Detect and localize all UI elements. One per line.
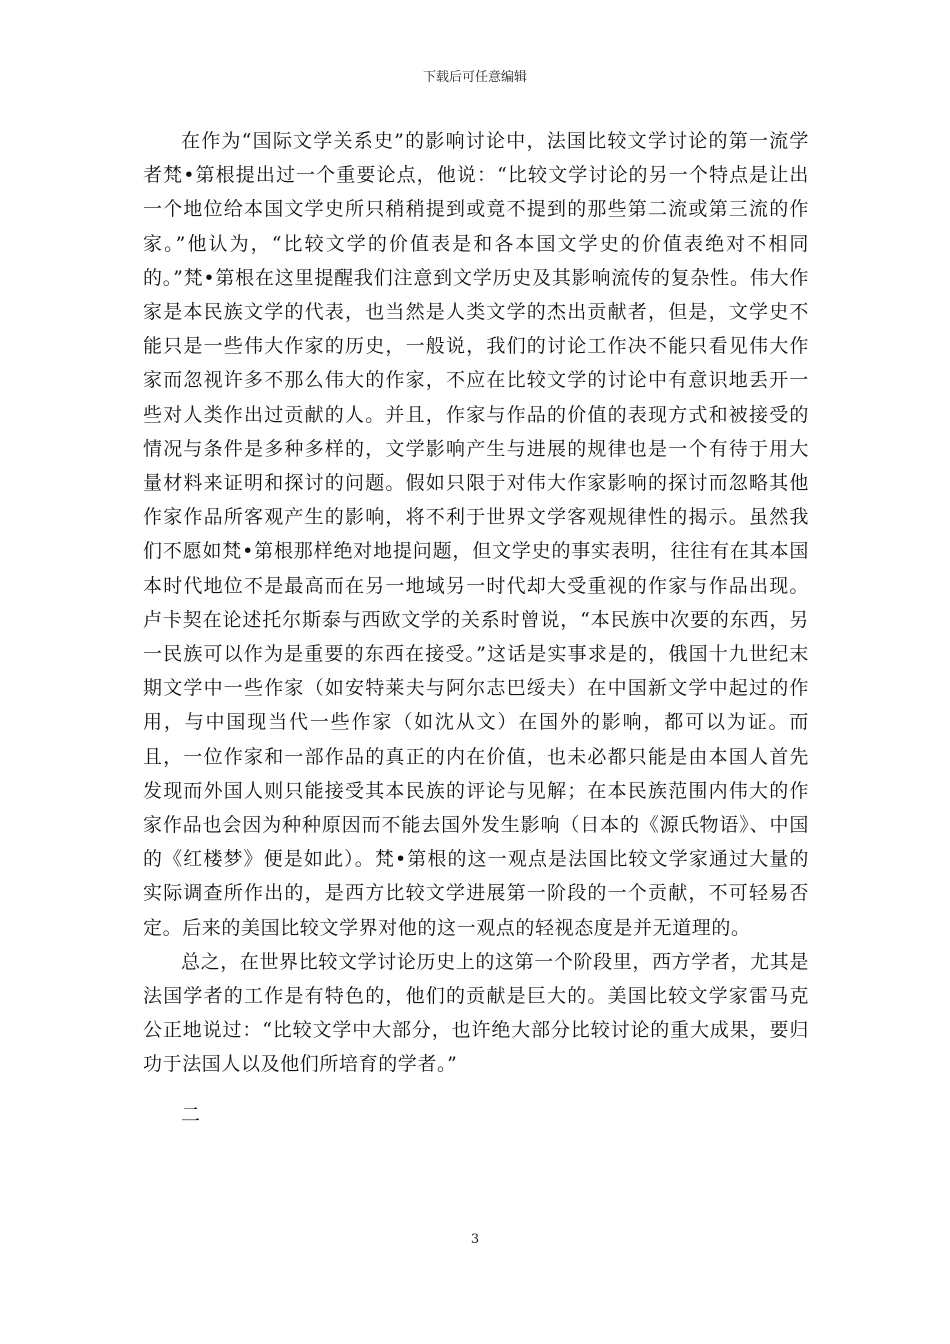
- section-heading: 二: [181, 1103, 201, 1126]
- body-paragraph: 总之，在世界比较文学讨论历史上的这第一个阶段里，西方学者，尤其是法国学者的工作是有特色的，他们的贡献是巨大的。美国比较文学家雷马克公正地说过：“比较文学中大部分，也许绝大部分比较讨论的重大成果，要归功于法国人以及他们所培育的学者。”: [143, 950, 809, 1076]
- document-body: [143, 124, 809, 1132]
- page-number: 3: [470, 1232, 480, 1247]
- body-paragraph: 在作为“国际文学关系史”的影响讨论中，法国比较文学讨论的第一流学者梵•第根提出过一个重要论点，他说：“比较文学讨论的另一个特点是让出一个地位给本国文学史所只稍稍提到或竟不提到的那些第二流或第三流的作家。”他认为，“比较文学的价值表是和各本国文学史的价值表绝对不相同的。”梵•第根在这里提醒我们注意到文学历史及其影响流传的复杂性。伟大作家是本民族文学的代表，也当然是人类文学的杰出贡献者，但是，文学史不能只是一些伟大作家的历史，一般说，我们的讨论工作决不能只看见伟大作家而忽视许多不那么伟大的作家，不应在比较文学的讨论中有意识地丢开一些对人类作出过贡献的人。并且，作家与作品的价值的表现方式和被接受的情况与条件是多种多样的，文学影响产生与进展的规律也是一个有待于用大量材料来证明和探讨的问题。假如只限于对伟大作家影响的探讨而忽略其他作家作品所客观产生的影响，将不利于世界文学客观规律性的揭示。虽然我们不愿如梵•第根那样绝对地提问题，但文学史的事实表明，往往有在其本国本时代地位不是最高而在另一地域另一时代却大受重视的作家与作品出现。卢卡契在论述托尔斯泰与西欧文学的关系时曾说，“本民族中次要的东西，另一民族可以作为是重要的东西在接受。”这话是实事求是的，俄国十九世纪末期文学中一些作家（如安特莱夫与阿尔志巴绥夫）在中国新文学中起过的作用，与中国现当代一些作家（如沈从文）在国外的影响，都可以为证。而且，一位作家和一部作品的真正的内在价值，也未必都只能是由本国人首先发现而外国人则只能接受其本民族的评论与见解；在本民族范围内伟大的作家作品也会因为种种原因而不能去国外发生影响（日本的《源氏物语》、中国的《红楼梦》便是如此）。梵•第根的这一观点是法国比较文学家通过大量的实际调查所作出的，是西方比较文学进展第一阶段的一个贡献，不可轻易否定。后来的美国比较文学界对他的这一观点的轻视态度是并无道理的。: [143, 130, 809, 939]
- page-header: 下载后可任意编辑: [422, 70, 527, 85]
